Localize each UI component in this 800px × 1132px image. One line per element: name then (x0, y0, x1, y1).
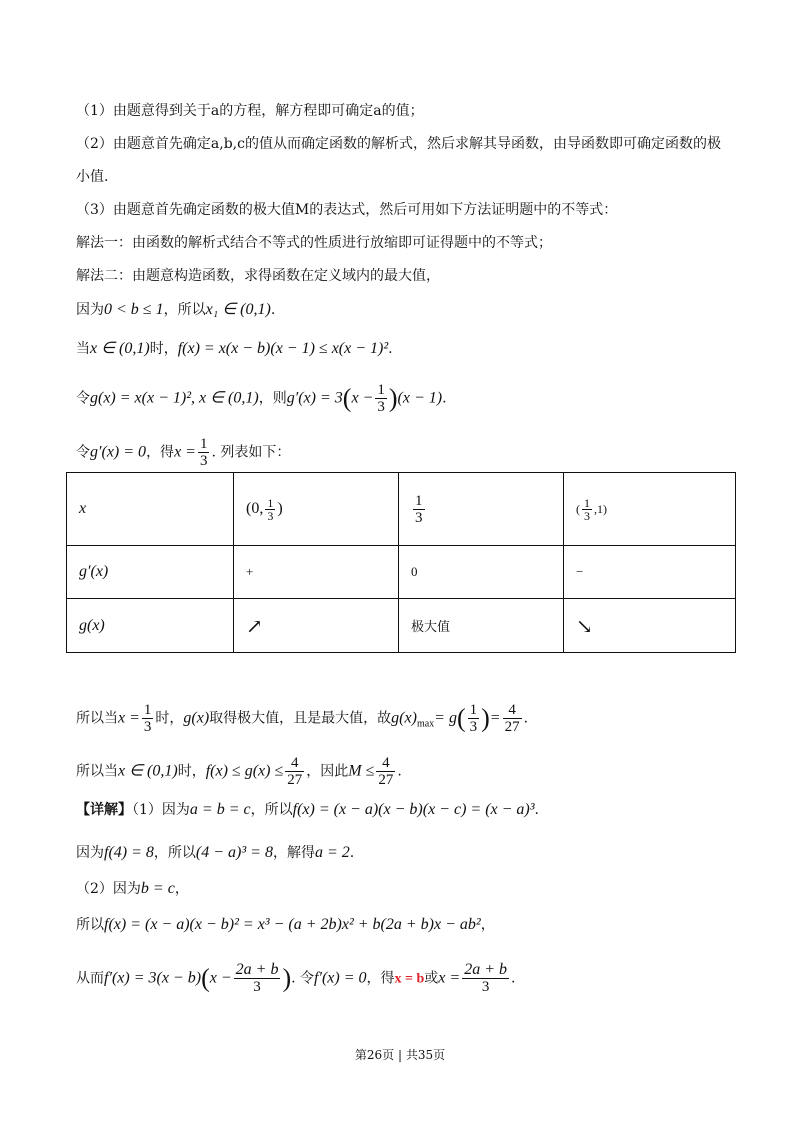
table-cell: 0 (399, 546, 564, 599)
detail-line-3: （2）因为b = c， (76, 880, 189, 897)
table-cell: + (234, 546, 399, 599)
table-cell: g(x) (67, 599, 234, 653)
table-cell (234, 599, 399, 653)
fraction-one-third: $\frac{1}{3}$ (199, 436, 208, 469)
proof-line-3: 令g(x) = x(x − 1)², x ∈ (0,1)，则g′(x) = 3(x − $\frac{1}{3}$ )(x − 1). (76, 382, 447, 415)
table-row (67, 546, 736, 599)
page-footer: 第26页 | 共35页 (354, 1048, 446, 1062)
analysis-part-2-cont: 小值. (76, 169, 109, 185)
decreasing-arrow-icon: ↘ (576, 613, 593, 638)
table-cell: g′(x) (67, 546, 234, 599)
table-cell (564, 599, 736, 653)
proof-line-5: 所以当x = $\frac{1}{3}$ 时，g(x)取得极大值，且是最大值，故$g(x)_{max}= g$( $\frac{1}{3}$ )= $\frac{4}{27}$ . (76, 702, 529, 735)
table-cell: 极大值 (399, 599, 564, 653)
proof-line-6: 所以当x ∈ (0,1)时，f(x) ≤ g(x) ≤ $\frac{4}{27}$ ，因此M ≤ $\frac{4}{27}$ . (76, 755, 402, 788)
table-cell: x (67, 473, 234, 546)
proof-line-2: 当x ∈ (0,1)时，f(x) = x(x − b)(x − 1) ≤ x(x − 1)². (76, 340, 393, 357)
table-row (67, 599, 736, 653)
table-cell: (0, $\frac{1}{3}$ ) (234, 473, 399, 546)
proof-line-1: 因为0 < b ≤ 1，所以x₁ ∈ (0,1). (76, 301, 276, 318)
detail-line-2: 因为f(4) = 8，所以(4 − a)³ = 8，解得a = 2. (76, 844, 355, 861)
table-cell: $\frac{1}{3}$ (399, 473, 564, 546)
highlighted-root: x = b (394, 971, 425, 987)
detail-line-5: 从而f′(x) = 3(x − b)(x − $\frac{2a + b}{3}$ ). 令f′(x) = 0，得x = b或x = $\frac{2a + b}{3}$ . (76, 961, 516, 995)
detail-label: 【详解】 (76, 802, 132, 818)
increasing-arrow-icon: ↗ (246, 613, 263, 638)
detail-line-4: 所以f(x) = (x − a)(x − b)² = x³ − (a + 2b)x² + b(2a + b)x − ab²， (76, 916, 495, 933)
table-cell: − (564, 546, 736, 599)
table-cell: ( $\frac{1}{3}$ ,1) (564, 473, 736, 546)
analysis-part-1: （1）由题意得到关于a的方程，解方程即可确定a的值； (76, 103, 424, 119)
table-row (67, 473, 736, 546)
proof-line-4: 令g′(x) = 0，得x = $\frac{1}{3}$ . 列表如下： (76, 436, 291, 469)
detail-line-1: 【详解】（1）因为a = b = c，所以f(x) = (x − a)(x − b)(x − c) = (x − a)³. (76, 801, 539, 818)
analysis-part-2: （2）由题意首先确定a,b,c的值从而确定函数的解析式，然后求解其导函数，由导函数即可确定函数的极 (76, 136, 721, 152)
sign-table (66, 472, 736, 653)
fraction-one-third: $\frac{1}{3}$ (377, 382, 385, 415)
method-two: 解法二：由题意构造函数，求得函数在定义域内的最大值， (76, 268, 440, 284)
method-one: 解法一：由函数的解析式结合不等式的性质进行放缩即可证得题中的不等式； (76, 235, 552, 251)
analysis-part-3: （3）由题意首先确定函数的极大值M的表达式，然后可用如下方法证明题中的不等式： (76, 202, 618, 218)
